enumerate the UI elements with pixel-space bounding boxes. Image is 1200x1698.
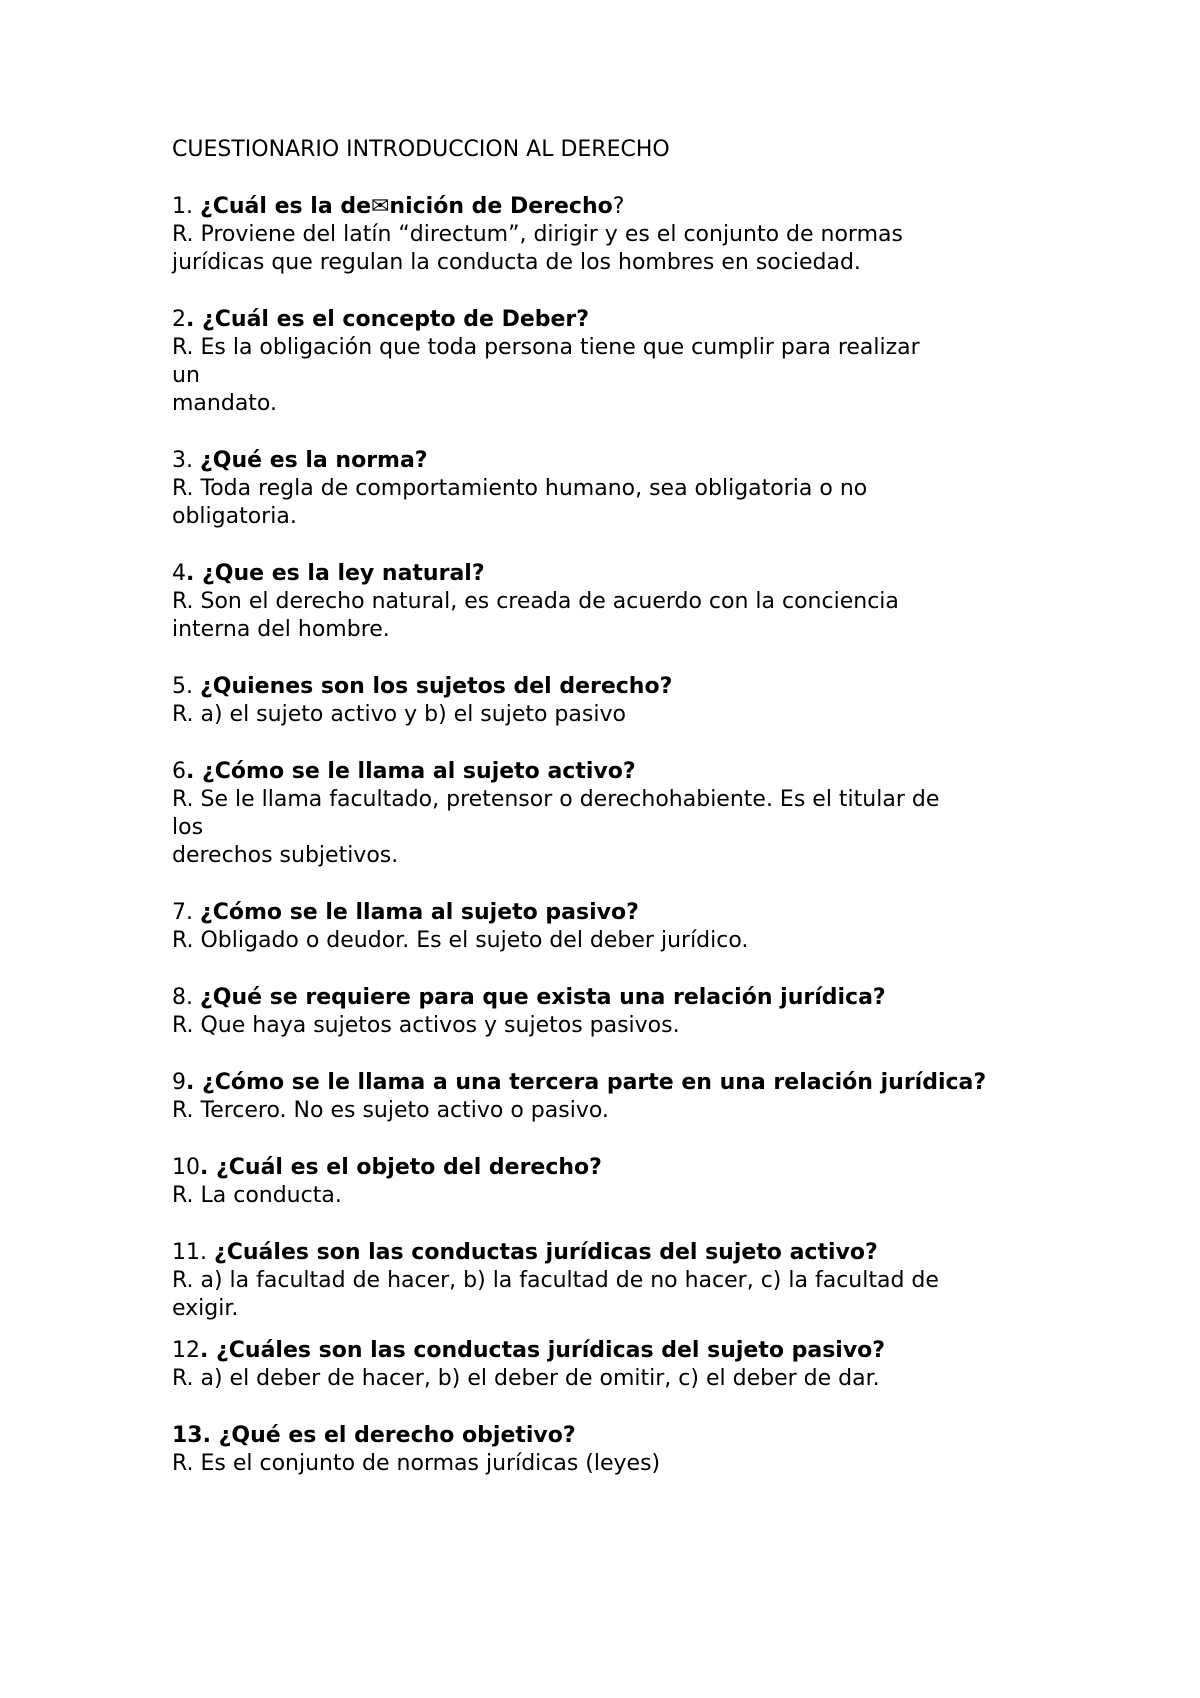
answer-line: R. a) el sujeto activo y b) el sujeto pasivo (172, 702, 626, 727)
answer-line: R. Es el conjunto de normas jurídicas (leyes) (172, 1451, 661, 1476)
question-13 (172, 1422, 1052, 1450)
answer-line: un (172, 363, 200, 388)
answer-line: mandato. (172, 391, 277, 416)
answer-line: los (172, 815, 204, 840)
question-10 (172, 1154, 1052, 1182)
qa-item-11 (172, 1239, 1052, 1323)
question-text: ¿Cuáles son las conductas jurídicas del sujeto activo? (213, 1240, 878, 1265)
answer-line: R. Toda regla de comportamiento humano, sea obligatoria o no (172, 476, 868, 501)
question-number: 5. (172, 674, 200, 699)
question-6 (172, 758, 1052, 786)
question-text: ¿Qué es la norma? (199, 448, 428, 473)
answer-line: interna del hombre. (172, 617, 390, 642)
question-text: . ¿Cuál es el objeto del derecho? (200, 1155, 602, 1180)
qa-item-6 (172, 758, 1052, 870)
qa-item-9 (172, 1069, 1052, 1125)
question-number: 3. (172, 448, 200, 473)
question-text: . ¿Cómo se le llama a una tercera parte en una relación jurídica? (186, 1070, 987, 1095)
document-page (172, 136, 1052, 1507)
question-number: 6 (172, 759, 186, 784)
answer-line: R. Obligado o deudor. Es el sujeto del deber jurídico. (172, 928, 749, 953)
question-number: 1. (172, 194, 200, 219)
question-3 (172, 447, 1052, 475)
question-7 (172, 899, 1052, 927)
question-4 (172, 560, 1052, 588)
question-number: 2 (172, 307, 186, 332)
question-number: 10 (172, 1155, 200, 1180)
qa-item-5 (172, 673, 1052, 729)
question-number: 9 (172, 1070, 186, 1095)
question-text: ¿Cuál es la de✉nición de Derecho (199, 194, 613, 219)
question-text: ¿Quienes son los sujetos del derecho? (199, 674, 673, 699)
question-number: 11. (172, 1240, 214, 1265)
question-8 (172, 984, 1052, 1012)
question-text: . ¿Cómo se le llama al sujeto activo? (186, 759, 636, 784)
qa-item-10 (172, 1154, 1052, 1210)
qa-item-7 (172, 899, 1052, 955)
question-text: . ¿Que es la ley natural? (186, 561, 485, 586)
question-text: 13. ¿Qué es el derecho objetivo? (172, 1423, 576, 1448)
question-9 (172, 1069, 1052, 1097)
qa-item-2 (172, 306, 1052, 418)
qa-item-12 (172, 1337, 1052, 1393)
answer-line: jurídicas que regulan la conducta de los hombres en sociedad. (172, 250, 861, 275)
answer-line: R. Es la obligación que toda persona tiene que cumplir para realizar (172, 335, 920, 360)
question-2 (172, 306, 1052, 334)
question-text: . ¿Cuáles son las conductas jurídicas del sujeto pasivo? (200, 1338, 886, 1363)
qa-item-3 (172, 447, 1052, 531)
question-11 (172, 1239, 1052, 1267)
question-12 (172, 1337, 1052, 1365)
answer-line: R. Son el derecho natural, es creada de acuerdo con la conciencia (172, 589, 899, 614)
answer-line: R. a) el deber de hacer, b) el deber de omitir, c) el deber de dar. (172, 1366, 880, 1391)
question-text: ¿Cómo se le llama al sujeto pasivo? (199, 900, 639, 925)
answer-line: exigir. (172, 1296, 239, 1321)
qa-item-4 (172, 560, 1052, 644)
document-title: CUESTIONARIO INTRODUCCION AL DERECHO (172, 137, 670, 162)
answer-line: R. a) la facultad de hacer, b) la facultad de no hacer, c) la facultad de (172, 1268, 939, 1293)
qa-item-1 (172, 193, 1052, 277)
answer-line: R. Se le llama facultado, pretensor o derechohabiente. Es el titular de (172, 787, 940, 812)
qa-item-8 (172, 984, 1052, 1040)
answer-line: derechos subjetivos. (172, 843, 399, 868)
answer-line: obligatoria. (172, 504, 297, 529)
qa-item-13 (172, 1422, 1052, 1478)
question-1 (172, 193, 1052, 221)
question-number: 7. (172, 900, 200, 925)
question-number: 4 (172, 561, 186, 586)
answer-line: R. Que haya sujetos activos y sujetos pasivos. (172, 1013, 680, 1038)
question-5 (172, 673, 1052, 701)
question-tail: ? (612, 194, 625, 219)
question-text: . ¿Cuál es el concepto de Deber? (186, 307, 590, 332)
question-number: 12 (172, 1338, 200, 1363)
answer-line: R. La conducta. (172, 1183, 342, 1208)
answer-line: R. Proviene del latín “directum”, dirigir y es el conjunto de normas (172, 222, 903, 247)
question-text: ¿Qué se requiere para que exista una relación jurídica? (199, 985, 886, 1010)
question-number: 8. (172, 985, 200, 1010)
answer-line: R. Tercero. No es sujeto activo o pasivo. (172, 1098, 609, 1123)
